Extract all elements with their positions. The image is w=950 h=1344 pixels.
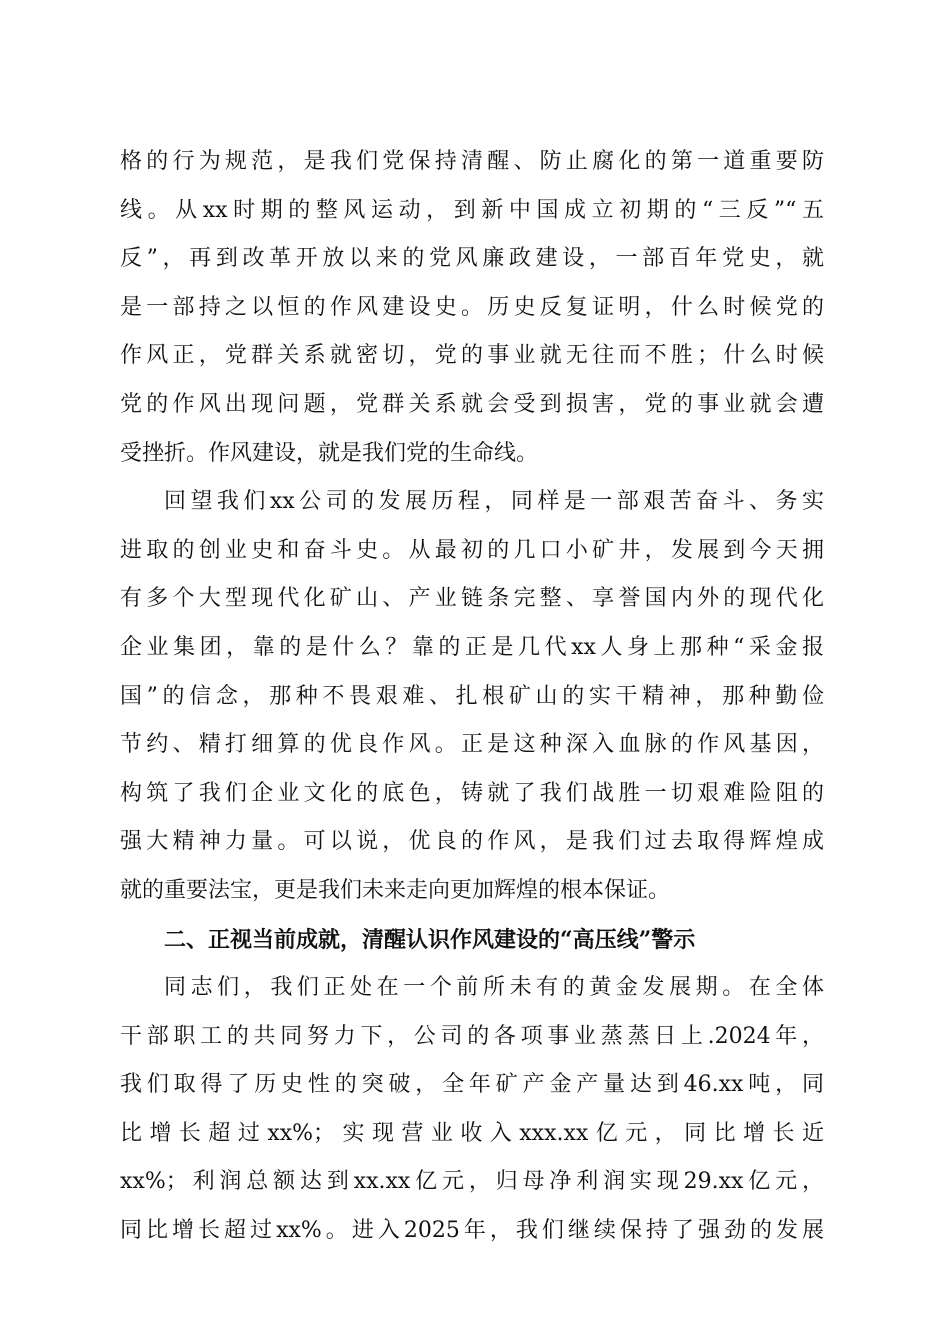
paragraph-line: 国”的信念，那种不畏艰难、扎根矿山的实干精神，那种勤俭 bbox=[120, 683, 824, 709]
paragraph-line: 党的作风出现问题，党群关系就会受到损害，党的事业就会遭 bbox=[120, 391, 824, 417]
paragraph-line: 作风正，党群关系就密切，党的事业就无往而不胜；什么时候 bbox=[120, 343, 824, 369]
paragraph-line: 企业集团，靠的是什么？靠的正是几代xx人身上那种“采金报 bbox=[120, 634, 824, 660]
paragraph-line: xx%；利润总额达到xx.xx亿元，归母净利润实现29.xx亿元， bbox=[120, 1169, 824, 1195]
paragraph-line: 反”，再到改革开放以来的党风廉政建设，一部百年党史，就 bbox=[120, 246, 824, 272]
section-heading: 二、正视当前成就，清醒认识作风建设的“高压线”警示 bbox=[164, 926, 696, 953]
paragraph-line: 强大精神力量。可以说，优良的作风，是我们过去取得辉煌成 bbox=[120, 829, 824, 855]
paragraph-line: 同志们，我们正处在一个前所未有的黄金发展期。在全体 bbox=[164, 975, 824, 1001]
paragraph-line: 我们取得了历史性的突破，全年矿产金产量达到46.xx吨，同 bbox=[120, 1072, 824, 1098]
paragraph-line: 回望我们xx公司的发展历程，同样是一部艰苦奋斗、务实 bbox=[164, 489, 824, 515]
paragraph-line: 进取的创业史和奋斗史。从最初的几口小矿井，发展到今天拥 bbox=[120, 537, 824, 563]
paragraph-line: 节约、精打细算的优良作风。正是这种深入血脉的作风基因， bbox=[120, 732, 824, 758]
paragraph-line: 同比增长超过xx%。进入2025年，我们继续保持了强劲的发展 bbox=[120, 1218, 824, 1244]
paragraph-line: 格的行为规范，是我们党保持清醒、防止腐化的第一道重要防 bbox=[120, 149, 824, 174]
paragraph-line: 受挫折。作风建设，就是我们党的生命线。 bbox=[120, 440, 539, 466]
paragraph-line: 就的重要法宝，更是我们未来走向更加辉煌的根本保证。 bbox=[120, 877, 671, 903]
paragraph-line: 有多个大型现代化矿山、产业链条完整、享誉国内外的现代化 bbox=[120, 586, 824, 612]
paragraph-line: 线。从xx时期的整风运动，到新中国成立初期的“三反”“五 bbox=[120, 197, 824, 223]
paragraph-line: 比增长超过xx%；实现营业收入xxx.xx亿元，同比增长近 bbox=[120, 1120, 824, 1146]
document-body bbox=[120, 138, 824, 1256]
paragraph-line: 干部职工的共同努力下，公司的各项事业蒸蒸日上.2024年， bbox=[120, 1023, 824, 1049]
paragraph-line: 是一部持之以恒的作风建设史。历史反复证明，什么时候党的 bbox=[120, 294, 824, 320]
paragraph-line: 构筑了我们企业文化的底色，铸就了我们战胜一切艰难险阻的 bbox=[120, 780, 824, 806]
